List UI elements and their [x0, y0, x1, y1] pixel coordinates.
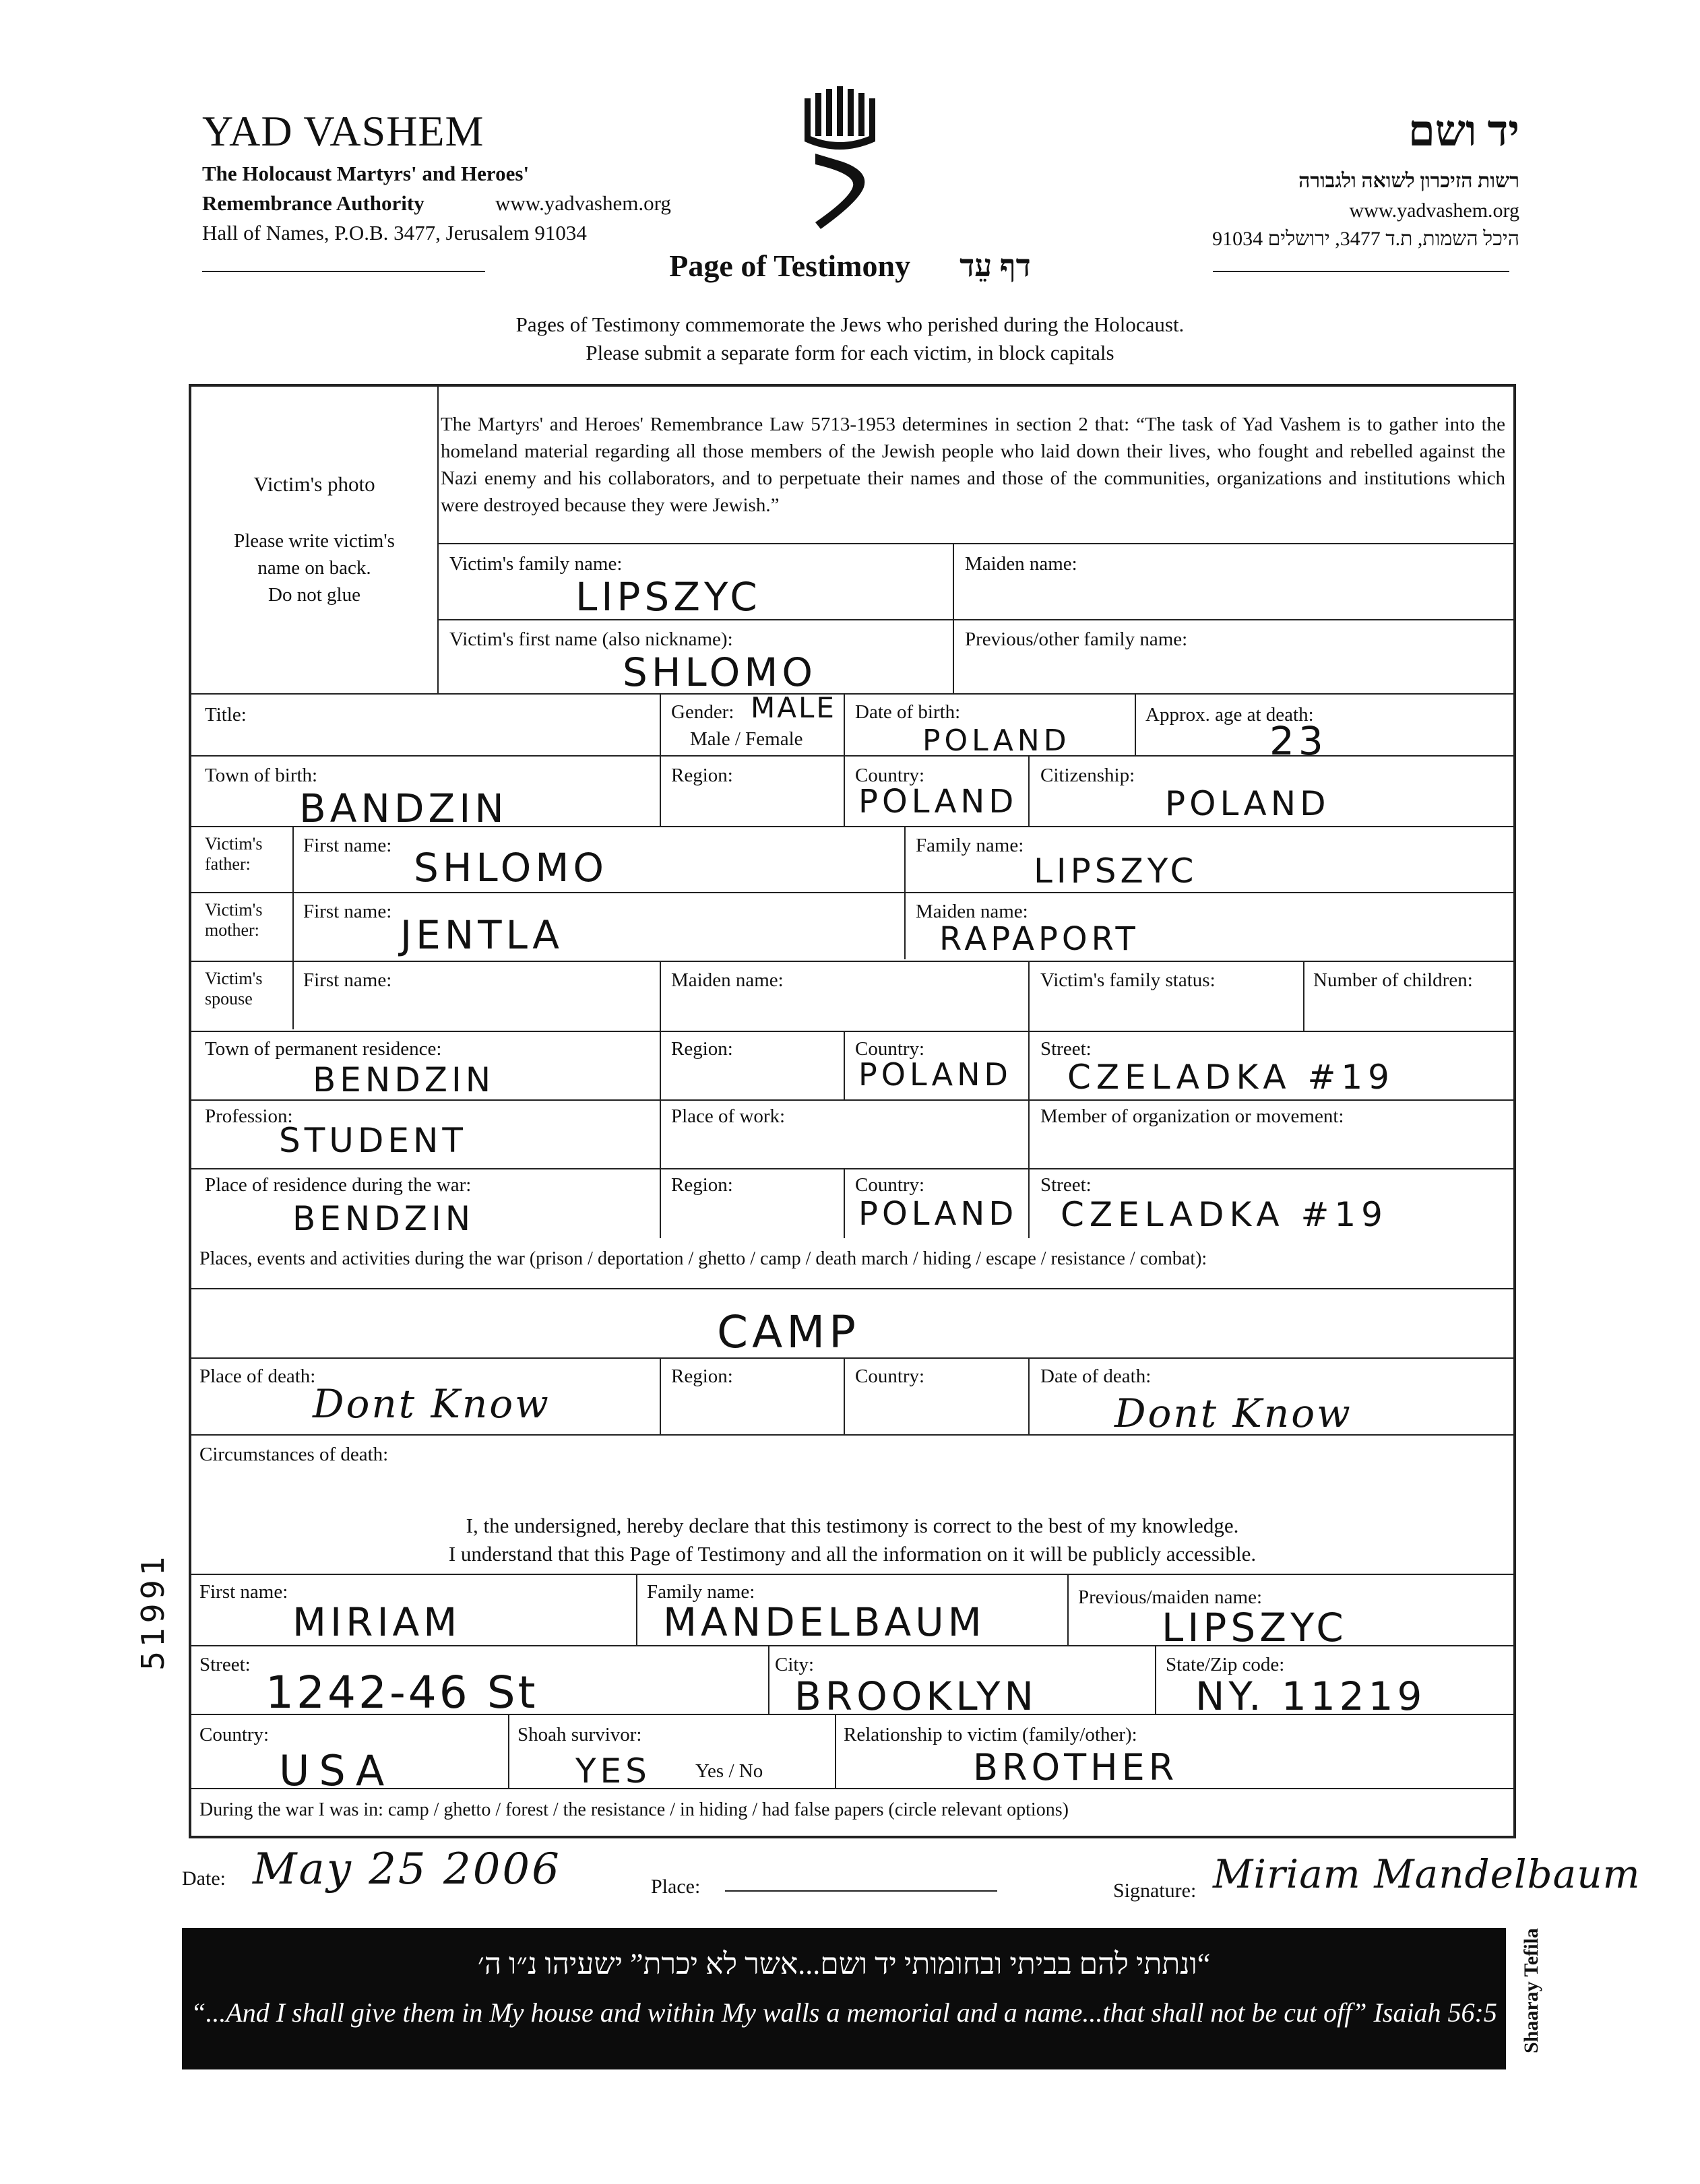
place-of-work-label: Place of work:	[671, 1105, 786, 1127]
website-en: www.yadvashem.org	[495, 191, 671, 215]
war-country-value: POLAND	[858, 1195, 1018, 1233]
town-of-birth-value: BANDZIN	[299, 785, 508, 831]
war-region-label: Region:	[671, 1174, 733, 1196]
father-label: Victim's father:	[205, 834, 263, 874]
website-he: www.yadvashem.org	[1349, 199, 1519, 222]
sub-state-zip-label: State/Zip code:	[1166, 1654, 1285, 1675]
sub-street-label: Street:	[199, 1654, 251, 1675]
citizenship-value: POLAND	[1165, 784, 1330, 823]
shoah-survivor-label: Shoah survivor:	[517, 1724, 642, 1745]
place-of-death-value: Dont Know	[313, 1381, 550, 1427]
photo-note-1: Please write victim's	[234, 530, 395, 552]
sub-city-label: City:	[775, 1654, 815, 1675]
mother-first-label: First name:	[303, 901, 392, 922]
sub-city-value: BROOKLYN	[794, 1673, 1038, 1719]
birth-region-label: Region:	[671, 765, 733, 786]
spouse-label: Victim's spouse	[205, 969, 263, 1008]
address-en: Hall of Names, P.O.B. 3477, Jerusalem 91034	[202, 221, 587, 245]
org-subtitle-2: Remembrance Authority	[202, 191, 424, 215]
dob-value: POLAND	[922, 724, 1071, 758]
verse-he: “ונתתי להם בביתי ובחומותי יד ושם...אשר לא יכרת” ישעיהו נ״ו ה׳	[477, 1948, 1211, 1981]
during-war-label: During the war I was in: camp / ghetto / forest / the resistance / in hiding / had false papers (circle relevant options)	[199, 1799, 1069, 1820]
perm-street-value: CZELADKA #19	[1067, 1058, 1395, 1097]
mother-maiden-value: RAPAPORT	[939, 920, 1139, 958]
margin-number: 51991	[135, 1551, 171, 1671]
death-region-label: Region:	[671, 1366, 733, 1387]
town-of-birth-label: Town of birth:	[205, 765, 318, 786]
place-line	[725, 1890, 997, 1892]
address-he: היכל השמות, ת.ד 3477, ירושלים 91034	[1212, 228, 1519, 250]
mother-first-value: JENTLA	[400, 912, 563, 958]
sub-previous-label: Previous/maiden name:	[1078, 1586, 1263, 1608]
page-title-he: דף עֵד	[959, 249, 1031, 283]
previous-family-name-label: Previous/other family name:	[965, 629, 1188, 650]
sub-country-value: USA	[279, 1746, 394, 1795]
declaration-line-2: I understand that this Page of Testimony and all the information on it will be publicly accessible.	[448, 1542, 1257, 1566]
photo-note-2: name on back.	[257, 557, 371, 579]
title-label: Title:	[205, 704, 247, 726]
photo-note-3: Do not glue	[268, 584, 360, 606]
sub-state-zip-value: NY. 11219	[1195, 1673, 1426, 1719]
mother-maiden-label: Maiden name:	[916, 901, 1028, 922]
sub-previous-value: LIPSZYC	[1162, 1605, 1348, 1650]
sub-country-label: Country:	[199, 1724, 270, 1745]
gender-value: MALE	[751, 691, 836, 724]
approx-age-label: Approx. age at death:	[1145, 704, 1314, 726]
shoah-survivor-value: YES	[575, 1752, 651, 1791]
birth-country-value: POLAND	[858, 783, 1018, 821]
family-status-label: Victim's family status:	[1040, 969, 1216, 991]
family-name-value: LIPSZYC	[575, 574, 761, 620]
dob-label: Date of birth:	[855, 701, 961, 723]
perm-street-label: Street:	[1040, 1038, 1092, 1060]
org-subtitle-he: רשות הזיכרון לשואה ולגבורה	[1298, 170, 1519, 192]
birth-country-label: Country:	[855, 765, 925, 786]
date-label: Date:	[182, 1867, 226, 1890]
sub-first-name-label: First name:	[199, 1581, 288, 1603]
number-of-children-label: Number of children:	[1313, 969, 1473, 991]
org-subtitle-1: The Holocaust Martyrs' and Heroes'	[202, 162, 530, 185]
signature-value: Miriam Mandelbaum	[1213, 1851, 1641, 1897]
father-family-value: LIPSZYC	[1034, 852, 1198, 891]
war-street-value: CZELADKA #19	[1061, 1195, 1388, 1234]
perm-town-label: Town of permanent residence:	[205, 1038, 442, 1060]
father-first-label: First name:	[303, 835, 392, 856]
signature-label: Signature:	[1113, 1880, 1197, 1902]
mother-label: Victim's mother:	[205, 900, 263, 940]
events-value: CAMP	[717, 1306, 860, 1358]
verse-en: “...And I shall give them in My house and within My walls a memorial and a name...that shall not be cut off” Isaiah 56:5	[191, 1997, 1497, 2028]
gender-options-label: Male / Female	[690, 728, 803, 750]
profession-value: STUDENT	[279, 1121, 467, 1160]
places-events-label: Places, events and activities during the war (prison / deportation / ghetto / camp / death march / hiding / escape / resistance / combat):	[199, 1248, 1207, 1269]
sub-family-name-value: MANDELBAUM	[663, 1599, 986, 1645]
date-value: May 25 2006	[253, 1844, 561, 1894]
gender-label: Gender:	[671, 701, 734, 723]
war-town-value: BENDZIN	[292, 1199, 475, 1238]
spouse-maiden-label: Maiden name:	[671, 969, 784, 991]
member-org-label: Member of organization or movement:	[1040, 1105, 1344, 1127]
sub-first-name-value: MIRIAM	[292, 1599, 462, 1645]
family-name-label: Victim's family name:	[449, 553, 623, 575]
org-name-en: YAD VASHEM	[202, 107, 484, 155]
sub-family-name-label: Family name:	[647, 1581, 755, 1603]
war-country-label: Country:	[855, 1174, 925, 1196]
relationship-label: Relationship to victim (family/other):	[844, 1724, 1137, 1745]
intro-line-2: Please submit a separate form for each victim, in block capitals	[586, 341, 1114, 364]
verse-banner	[182, 1928, 1506, 2069]
circumstances-label: Circumstances of death:	[199, 1444, 389, 1465]
menorah-logo-icon	[802, 86, 889, 234]
father-first-value: SHLOMO	[414, 845, 608, 891]
relationship-value: BROTHER	[973, 1746, 1178, 1789]
first-name-label: Victim's first name (also nickname):	[449, 629, 733, 650]
declaration-line-1: I, the undersigned, hereby declare that this testimony is correct to the best of my knowledge.	[466, 1514, 1239, 1537]
intro-line-1: Pages of Testimony commemorate the Jews who perished during the Holocaust.	[515, 313, 1185, 336]
sub-street-value: 1242-46 St	[265, 1667, 538, 1719]
profession-label: Profession:	[205, 1105, 293, 1127]
place-label: Place:	[651, 1875, 701, 1898]
place-of-death-label: Place of death:	[199, 1366, 316, 1387]
approx-age-value: 23	[1269, 718, 1327, 764]
date-of-death-label: Date of death:	[1040, 1366, 1152, 1387]
testimony-form	[189, 384, 1516, 1838]
page-title-en: Page of Testimony	[669, 249, 911, 283]
spouse-first-label: First name:	[303, 969, 392, 991]
war-residence-label: Place of residence during the war:	[205, 1174, 472, 1196]
side-text: Shaaray Tefila	[1520, 1928, 1542, 2053]
page-title	[0, 248, 1700, 284]
war-street-label: Street:	[1040, 1174, 1092, 1196]
perm-region-label: Region:	[671, 1038, 733, 1060]
perm-country-label: Country:	[855, 1038, 925, 1060]
org-name-he: יד ושם	[1408, 107, 1519, 155]
perm-town-value: BENDZIN	[313, 1060, 495, 1099]
date-of-death-value: Dont Know	[1114, 1390, 1352, 1436]
first-name-value: SHLOMO	[623, 649, 817, 695]
death-country-label: Country:	[855, 1366, 925, 1387]
photo-label: Victim's photo	[253, 472, 375, 496]
maiden-name-label: Maiden name:	[965, 553, 1077, 575]
citizenship-label: Citizenship:	[1040, 765, 1135, 786]
perm-country-value: POLAND	[858, 1056, 1012, 1093]
yes-no-options: Yes / No	[695, 1760, 763, 1782]
law-text: The Martyrs' and Heroes' Remembrance Law 5713-1953 determines in section 2 that: “The task of Yad Vashem is to gather into the homeland material regarding all those members of the Jewish people who laid down their lives, who fought and rebelled against the Nazi enemy and his collaborators, and to perpetuate their names and those of the communities, organizations and institutions which were destroyed because they were Jewish.”	[441, 414, 1505, 516]
father-family-label: Family name:	[916, 835, 1024, 856]
